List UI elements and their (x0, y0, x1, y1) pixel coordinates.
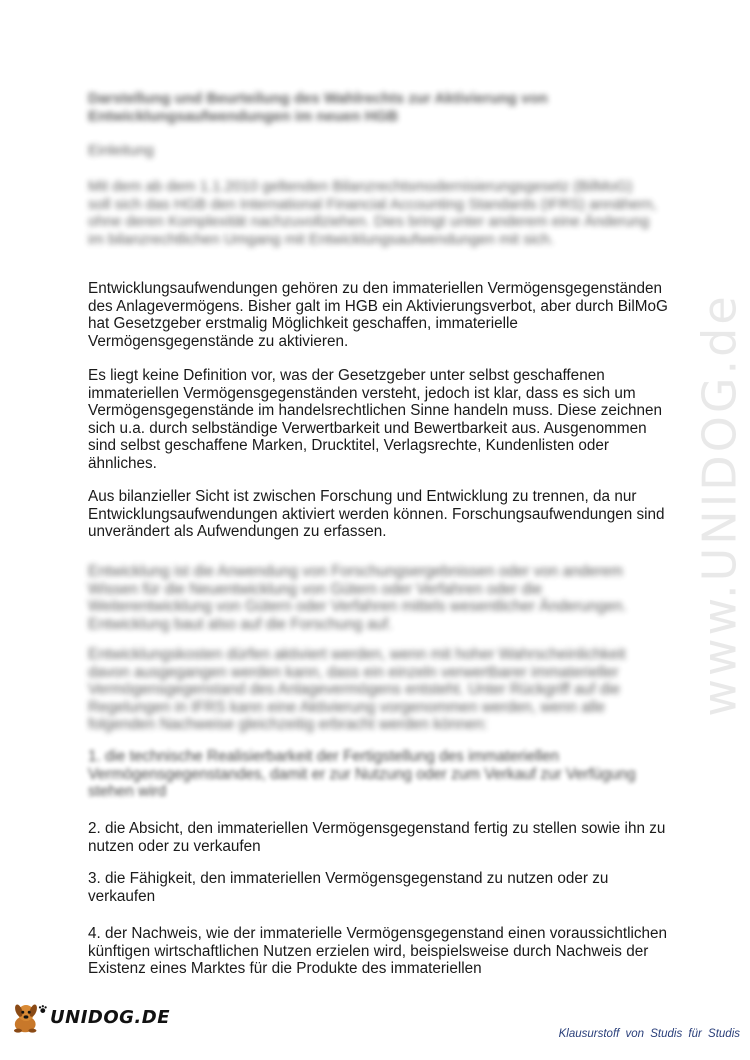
paragraph-5: Entwicklungskosten dürfen aktiviert werden, wenn mit hoher Wahrscheinlichkeit davon ausgegangen werden kann, dass ein einzeln verwertbarer immaterieller Vermögensgegenstand des Anlagevermögens entsteht. Unter Rückgriff auf die Regelungen in IFRS kann eine Aktivierung vorgenommen werden, wenn alle folgenden Nachweise gleichzeitig erbracht werden können: (88, 646, 626, 733)
list-item-3: 3. die Fähigkeit, den immateriellen Vermögensgegenstand zu nutzen oder zu verkaufen (88, 870, 609, 905)
list-item-2: 2. die Absicht, den immateriellen Vermögensgegenstand fertig zu stellen sowie ihn zu nutzen oder zu verkaufen (88, 820, 666, 855)
document-title: Darstellung und Beurteilung des Wahlrechts zur Aktivierung von Entwicklungsaufwendungen im neuen HGB (88, 90, 548, 125)
intro-heading: Einleitung (88, 142, 154, 159)
list-item-1: 1. die technische Realisierbarkeit der Fertigstellung des immateriellen Vermögensgegenstandes, damit er zur Nutzung oder zum Verkauf zur Verfügung stehen wird (88, 748, 636, 800)
paragraph-4: Entwicklung ist die Anwendung von Forschungsergebnissen oder von anderem Wissen für die Neuentwicklung von Gütern oder Verfahren oder die Weiterentwicklung von Gütern oder Verfahren mittels wesentlicher Änderungen. Entwicklung baut also auf die Forschung auf. (88, 563, 627, 633)
paragraph-2: Es liegt keine Definition vor, was der Gesetzgeber unter selbst geschaffenen immateriellen Vermögensgegenständen versteht, jedoch ist klar, dass es sich um Vermögensgegenstände im handelsrechtlichen Sinne handeln muss. Diese zeichnen sich u.a. durch selbständige Verwertbarkeit und Bewertbarkeit aus. Ausgenommen sind selbst geschaffene Marken, Drucktitel, Verlagsrechte, Kundenlisten oder ähnliches. (88, 367, 662, 472)
intro-paragraph: Mit dem ab dem 1.1.2010 geltenden Bilanzrechtsmodernisierungsgesetz (BilMoG) soll sich das HGB den International Financial Accounting Standards (IFRS) annähern, ohne deren Komplexität nachzuvollziehen. Dies bringt unter anderem eine Änderung im bilanzrechtlichen Umgang mit Entwicklungsaufwendungen mit sich. (88, 178, 657, 248)
list-item-4: 4. der Nachweis, wie der immaterielle Vermögensgegenstand einen voraussichtlichen künftigen wirtschaftlichen Nutzen erzielen wird, beispielsweise durch Nachweis der Existenz eines Marktes für die Produkte des immateriellen (88, 925, 668, 977)
paragraph-1: Entwicklungsaufwendungen gehören zu den immateriellen Vermögensgegenständen des Anlagevermögens. Bisher galt im HGB ein Aktivierungsverbot, aber durch BilMoG hat Gesetzgeber erstmalig Möglichkeit geschaffen, immaterielle Vermögensgegenstände zu aktivieren. (88, 280, 668, 350)
logo-text: UNIDOG.DE (50, 1006, 170, 1028)
unidog-logo (10, 992, 170, 1042)
watermark (690, 270, 750, 740)
footer-tagline: Klausurstoff von Studis für Studis (558, 1028, 740, 1040)
paw-icon (38, 1003, 48, 1015)
paragraph-3: Aus bilanzieller Sicht ist zwischen Forschung und Entwicklung zu trennen, da nur Entwicklungsaufwendungen aktiviert werden können. Forschungsaufwendungen sind unverändert als Aufwendungen zu erfassen. (88, 488, 665, 540)
watermark-text: www.UNIDOG.de (693, 293, 747, 717)
dog-icon (10, 996, 40, 1038)
